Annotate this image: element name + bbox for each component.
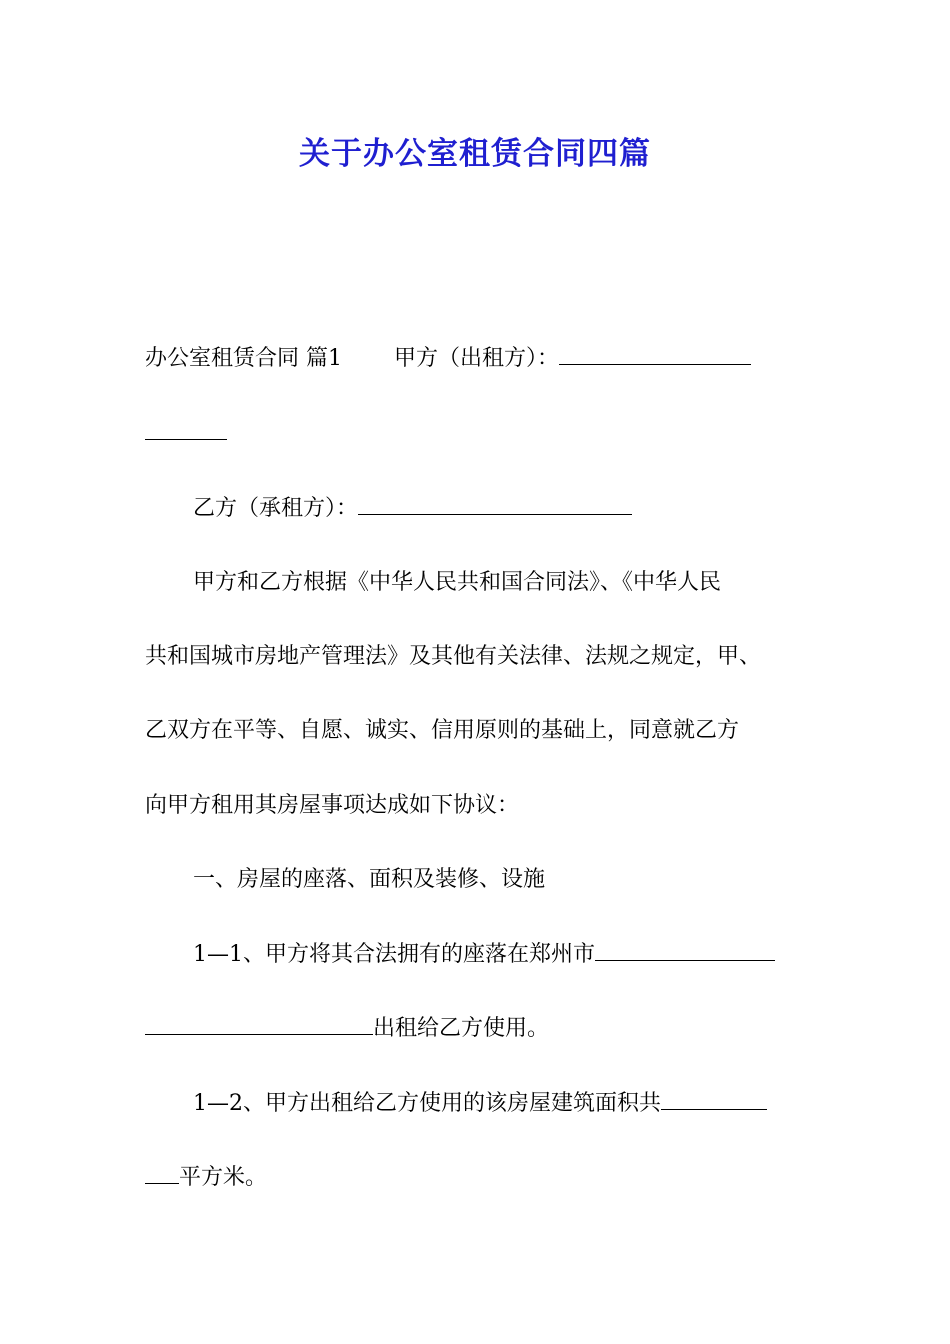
paragraph-line: 共和国城市房地产管理法》及其他有关法律、法规之规定，甲、 — [145, 644, 762, 669]
clause-heading: 一、房屋的座落、面积及装修、设施 — [193, 867, 546, 892]
area-blank-continued — [145, 1163, 179, 1184]
party-b-label: 乙方（承租方）： — [193, 496, 359, 521]
clause-text: 1—1、甲方将其合法拥有的座落在郑州市 — [193, 942, 595, 967]
paragraph-line — [193, 939, 775, 971]
paragraph-line — [145, 343, 751, 375]
location-blank — [595, 940, 775, 961]
paragraph-line: 向甲方租用其房屋事项达成如下协议： — [145, 793, 520, 818]
party-b-blank — [358, 494, 632, 515]
paragraph-line: 甲方和乙方根据《中华人民共和国合同法》、《中华人民 — [193, 570, 722, 595]
clause-text: 平方米。 — [179, 1165, 268, 1190]
clause-text: 出租给乙方使用。 — [373, 1016, 550, 1041]
paragraph-line — [193, 1088, 767, 1120]
area-blank — [661, 1089, 767, 1110]
paragraph-line — [193, 493, 632, 525]
section-heading: 办公室租赁合同 篇1 — [145, 346, 342, 371]
paragraph-line — [145, 1162, 267, 1194]
paragraph-line: 乙双方在平等、自愿、诚实、信用原则的基础上，同意就乙方 — [145, 718, 740, 743]
document-title: 关于办公室租赁合同四篇 — [299, 136, 651, 172]
clause-text: 1—2、甲方出租给乙方使用的该房屋建筑面积共 — [193, 1091, 661, 1116]
party-a-blank — [559, 344, 751, 365]
party-a-blank-continued — [145, 419, 227, 440]
paragraph-line — [145, 1013, 549, 1045]
paragraph-line — [145, 418, 227, 450]
party-a-label: 甲方（出租方）： — [394, 346, 560, 371]
location-blank-continued — [145, 1014, 373, 1035]
